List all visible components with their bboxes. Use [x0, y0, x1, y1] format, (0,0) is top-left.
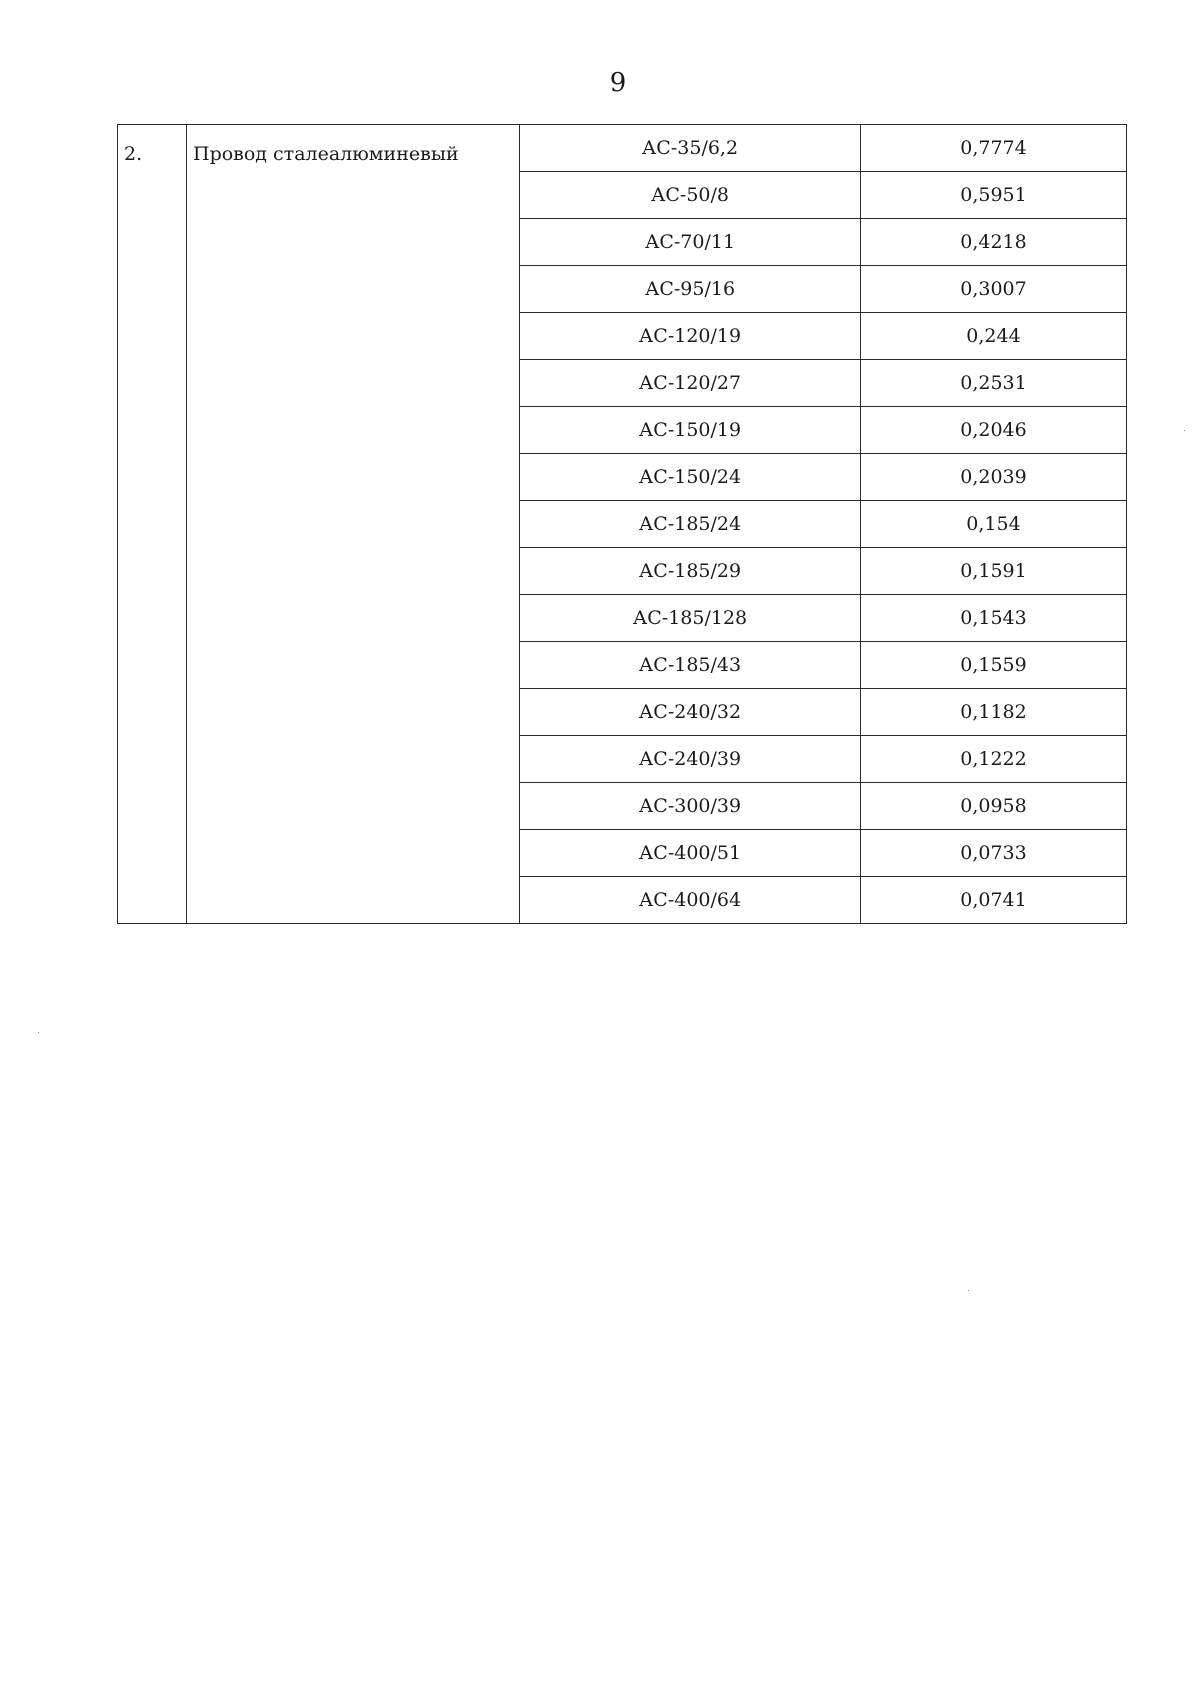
wire-mark-cell: АС-150/19 — [520, 407, 861, 454]
wire-mark-cell: АС-185/43 — [520, 642, 861, 689]
wire-value-cell: 0,3007 — [861, 266, 1127, 313]
wire-value-cell: 0,4218 — [861, 219, 1127, 266]
wire-value-cell: 0,5951 — [861, 172, 1127, 219]
wire-value-cell: 0,0741 — [861, 877, 1127, 924]
scan-speck — [38, 1032, 39, 1033]
wire-mark-cell: АС-95/16 — [520, 266, 861, 313]
wire-mark-cell: АС-120/19 — [520, 313, 861, 360]
wire-value-cell: 0,154 — [861, 501, 1127, 548]
wire-mark-cell: АС-400/51 — [520, 830, 861, 877]
wire-mark-cell: АС-240/32 — [520, 689, 861, 736]
wire-spec-table — [117, 124, 1127, 924]
scan-speck — [1184, 430, 1185, 431]
wire-mark-cell: АС-35/6,2 — [520, 125, 861, 172]
item-name-cell: Провод сталеалюминевый — [187, 125, 520, 924]
wire-value-cell: 0,1222 — [861, 736, 1127, 783]
page-number: 9 — [609, 68, 627, 98]
wire-mark-cell: АС-50/8 — [520, 172, 861, 219]
wire-mark-cell: АС-185/24 — [520, 501, 861, 548]
row-number-cell: 2. — [118, 125, 187, 924]
wire-value-cell: 0,244 — [861, 313, 1127, 360]
wire-mark-cell: АС-240/39 — [520, 736, 861, 783]
wire-mark-cell: АС-185/128 — [520, 595, 861, 642]
wire-mark-cell: АС-400/64 — [520, 877, 861, 924]
wire-value-cell: 0,7774 — [861, 125, 1127, 172]
wire-value-cell: 0,0733 — [861, 830, 1127, 877]
table-row — [118, 125, 1127, 172]
scan-speck — [968, 1290, 969, 1291]
wire-mark-cell: АС-150/24 — [520, 454, 861, 501]
wire-mark-cell: АС-70/11 — [520, 219, 861, 266]
wire-value-cell: 0,1182 — [861, 689, 1127, 736]
wire-value-cell: 0,1559 — [861, 642, 1127, 689]
wire-value-cell: 0,2531 — [861, 360, 1127, 407]
wire-mark-cell: АС-185/29 — [520, 548, 861, 595]
wire-value-cell: 0,1543 — [861, 595, 1127, 642]
wire-value-cell: 0,2039 — [861, 454, 1127, 501]
wire-mark-cell: АС-300/39 — [520, 783, 861, 830]
wire-value-cell: 0,0958 — [861, 783, 1127, 830]
wire-value-cell: 0,1591 — [861, 548, 1127, 595]
wire-mark-cell: АС-120/27 — [520, 360, 861, 407]
wire-value-cell: 0,2046 — [861, 407, 1127, 454]
wire-spec-table-body — [118, 125, 1127, 924]
